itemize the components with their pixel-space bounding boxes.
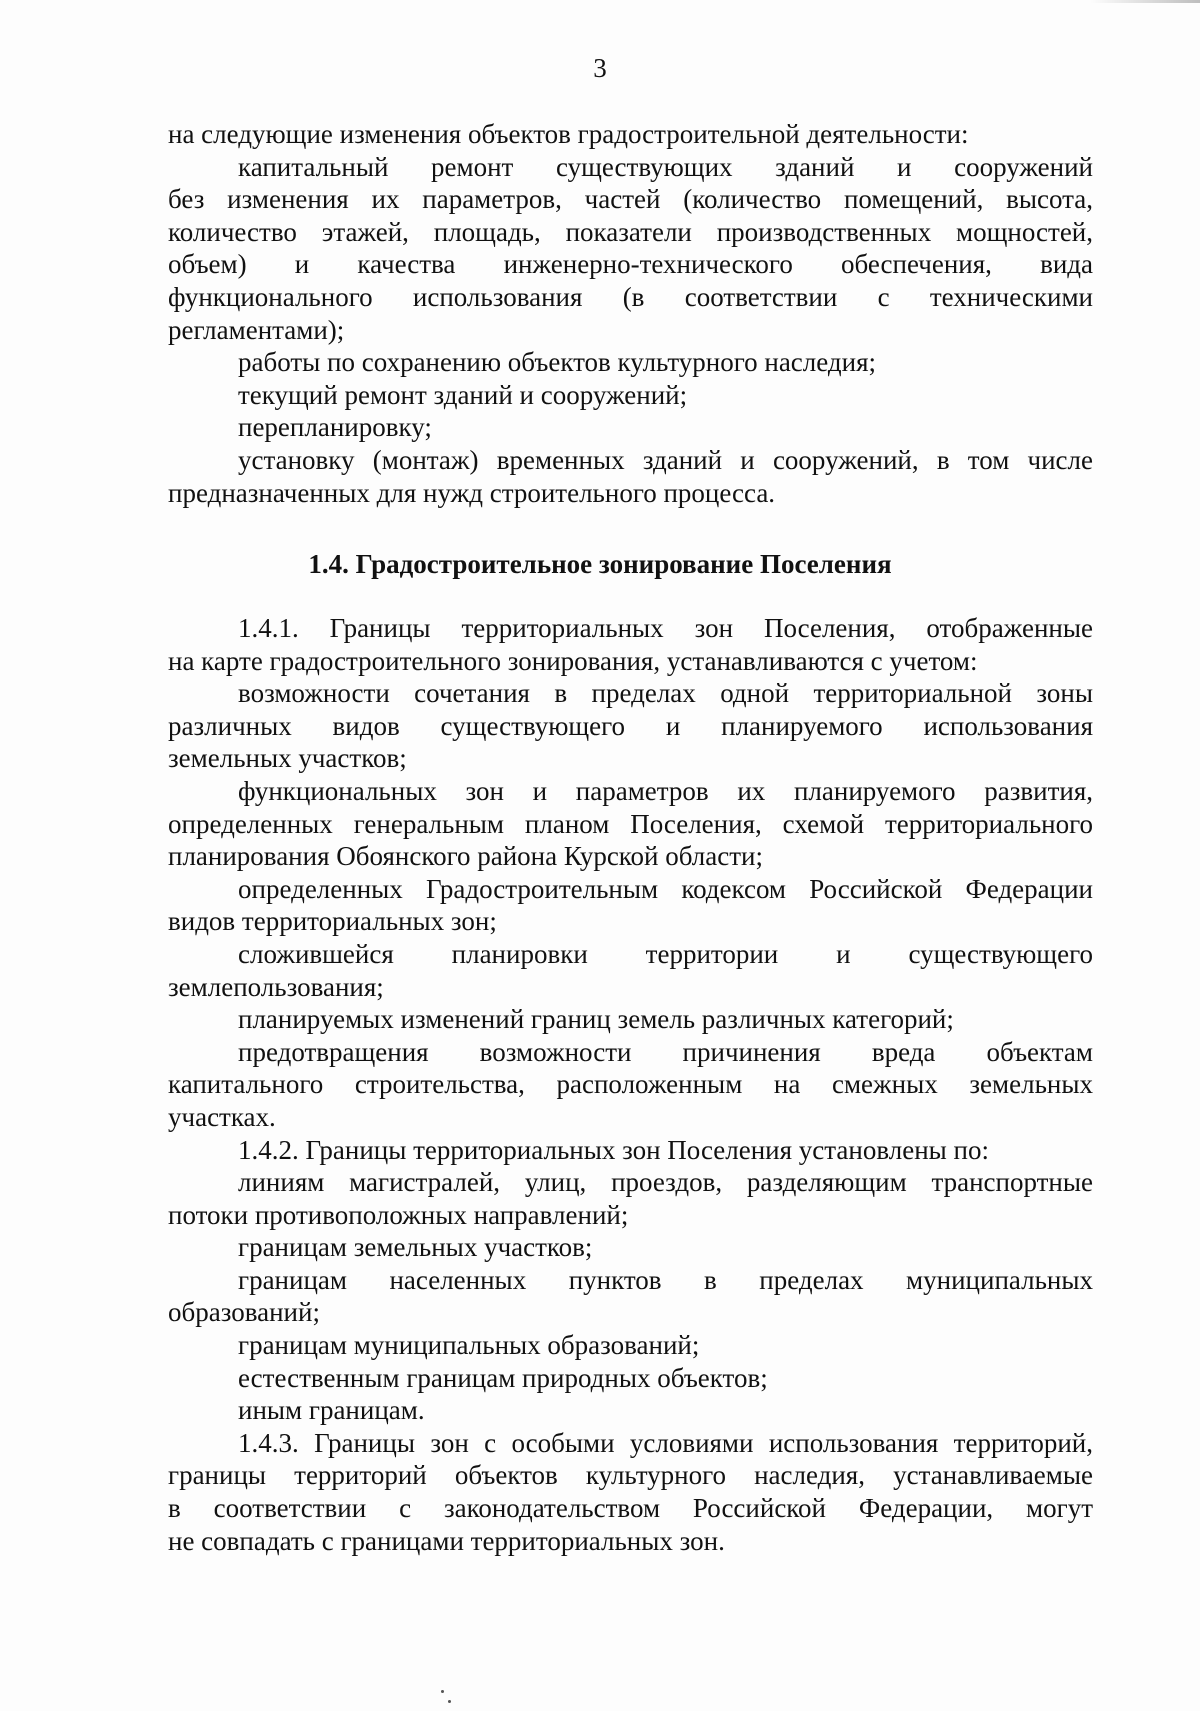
text-line: возможности сочетания в пределах одной территориальной зоны <box>238 678 1093 709</box>
text-line: функционального использования (в соответствии с техническими <box>168 281 1093 312</box>
text-line: на следующие изменения объектов градостроительной деятельности: <box>168 119 969 149</box>
text-line: земельных участков; <box>168 743 407 774</box>
text-block-bottom <box>168 612 1093 1557</box>
text-line: границам населенных пунктов в пределах муниципальных <box>238 1264 1093 1295</box>
text-line: образований; <box>168 1297 320 1328</box>
text-line: количество этажей, площадь, показатели производственных мощностей, <box>168 216 1093 247</box>
text-line: установку (монтаж) временных зданий и сооружений, в том числе <box>238 444 1093 475</box>
text-line: планирования Обоянского района Курской области; <box>168 841 764 872</box>
text-line: участках. <box>168 1101 276 1132</box>
scan-speck <box>441 1690 444 1693</box>
text-line: различных видов существующего и планируемого использования <box>168 710 1093 741</box>
text-line: без изменения их параметров, частей (количество помещений, высота, <box>168 184 1093 215</box>
text-line: сложившейся планировки территории и существующего <box>238 938 1093 969</box>
text-line: определенных Градостроительным кодексом Российской Федерации <box>238 873 1093 904</box>
page-number: 3 <box>593 53 607 83</box>
text-line: объем) и качества инженерно-технического обеспечения, вида <box>168 249 1093 280</box>
text-line: на карте градостроительного зонирования, устанавливаются с учетом: <box>168 645 978 676</box>
text-line: регламентами); <box>168 314 345 345</box>
text-line: в соответствии с законодательством Российской Федерации, могут <box>168 1493 1093 1524</box>
text-line: землепользования; <box>168 971 384 1002</box>
scan-edge-mark <box>1090 0 1200 3</box>
section-heading: 1.4. Градостроительное зонирование Поселения <box>308 549 892 579</box>
text-line: видов территориальных зон; <box>168 906 497 937</box>
text-line: планируемых изменений границ земель различных категорий; <box>238 1004 954 1035</box>
text-line: перепланировку; <box>238 412 432 443</box>
text-line: иным границам. <box>238 1395 425 1426</box>
text-line: предотвращения возможности причинения вреда объектам <box>238 1036 1093 1067</box>
text-line: 1.4.3. Границы зон с особыми условиями использования территорий, <box>238 1427 1093 1458</box>
text-line: предназначенных для нужд строительного процесса. <box>168 477 776 508</box>
text-line: капитальный ремонт существующих зданий и сооружений <box>238 151 1093 182</box>
text-line: 1.4.1. Границы территориальных зон Поселения, отображенные <box>238 613 1093 643</box>
text-line: не совпадать с границами территориальных зон. <box>168 1525 725 1556</box>
text-line: определенных генеральным планом Поселения, схемой территориального <box>168 808 1093 839</box>
text-line: границам муниципальных образований; <box>238 1330 700 1361</box>
text-line: функциональных зон и параметров их планируемого развития, <box>238 775 1093 806</box>
text-line: 1.4.2. Границы территориальных зон Поселения установлены по: <box>238 1134 989 1165</box>
text-line: линиям магистралей, улиц, проездов, разделяющим транспортные <box>238 1167 1093 1198</box>
text-line: капитального строительства, расположенным на смежных земельных <box>168 1069 1093 1100</box>
text-line: естественным границам природных объектов; <box>238 1362 768 1393</box>
text-line: текущий ремонт зданий и сооружений; <box>238 379 688 410</box>
text-line: работы по сохранению объектов культурного наследия; <box>238 347 876 378</box>
text-line: границы территорий объектов культурного наследия, устанавливаемые <box>168 1460 1093 1491</box>
scan-speck <box>448 1700 451 1703</box>
text-block-top <box>168 118 1093 509</box>
text-line: потоки противоположных направлений; <box>168 1199 629 1230</box>
text-line: границам земельных участков; <box>238 1232 593 1263</box>
